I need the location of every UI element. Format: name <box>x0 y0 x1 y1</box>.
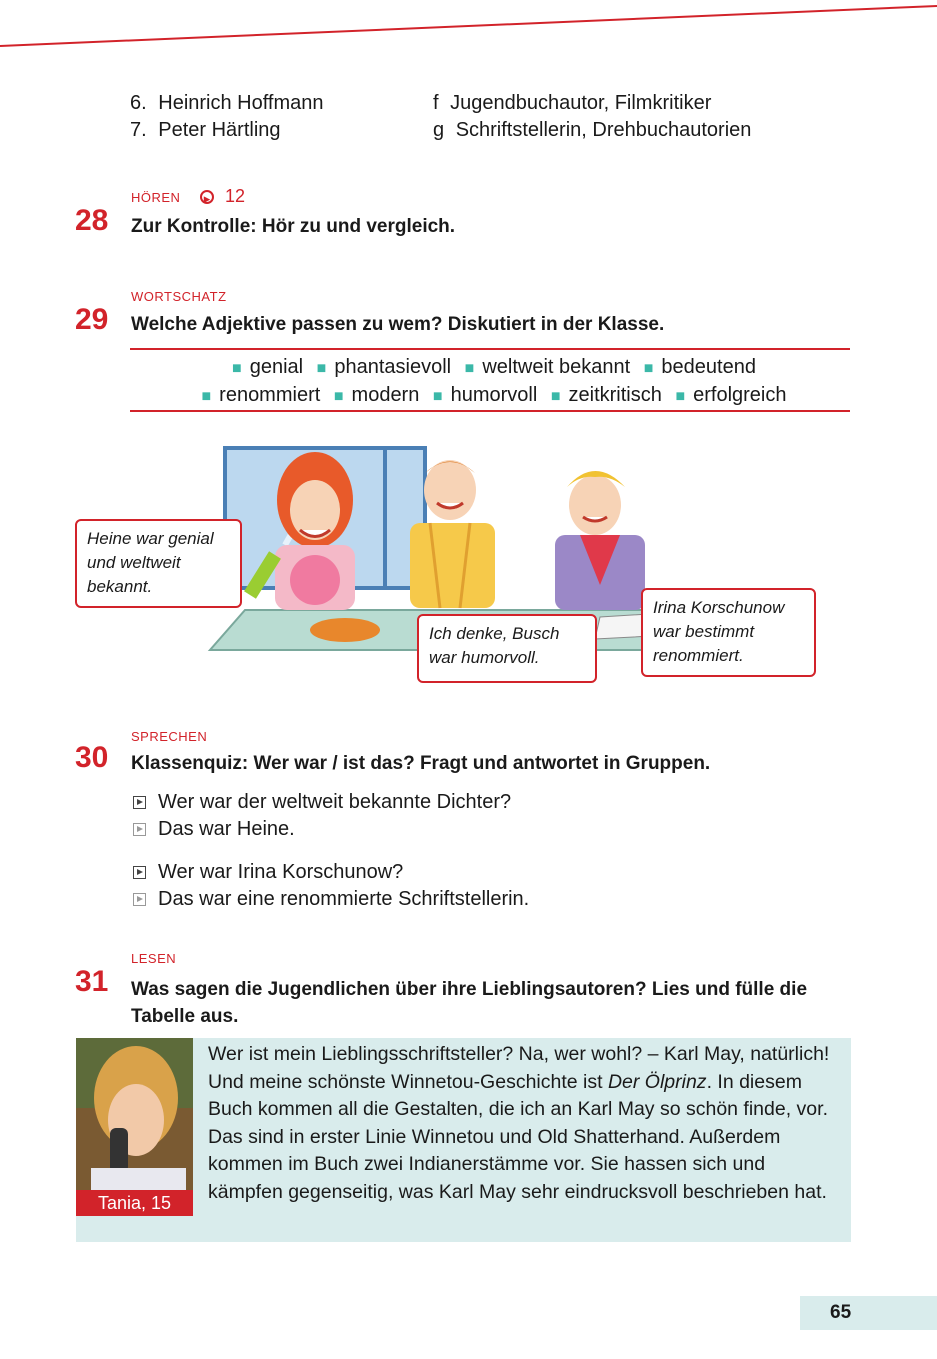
word: modern <box>351 384 420 406</box>
audio-play-icon: ▸ <box>200 190 214 204</box>
bullet-icon: ■ <box>643 360 654 377</box>
exercise-number: 31 <box>75 965 109 998</box>
word: bedeutend <box>661 356 756 378</box>
play-icon <box>133 893 146 906</box>
exercise-number: 29 <box>75 303 109 336</box>
word: zeitkritisch <box>568 384 662 406</box>
speech-bubble-1: Heine war genial und weltweit bekannt. <box>75 519 242 608</box>
speech-bubble-2: Ich denke, Busch war humorvoll. <box>417 614 597 683</box>
text-part: Wer ist mein Lieblingsschriftsteller? Na, wer wohl? – Karl May, natürlich! Und meine schönste Winnetou-Geschichte ist <box>208 1043 830 1093</box>
skill-tag-lesen: LESEN <box>131 951 177 966</box>
item-number: 6. <box>130 92 147 114</box>
dialog-question: Wer war der weltweit bekannte Dichter? <box>158 791 512 813</box>
exercise-number: 28 <box>75 204 109 237</box>
dialog-answer: Das war Heine. <box>158 818 295 840</box>
item-number: 7. <box>130 119 147 141</box>
option-description: Schriftstellerin, Drehbuchautorien <box>455 119 752 141</box>
word: erfolgreich <box>693 384 787 406</box>
top-rule <box>0 0 937 60</box>
skill-tag-wortschatz: WORTSCHATZ <box>131 289 227 304</box>
dialog-line <box>133 791 511 814</box>
word: phantasievoll <box>334 356 452 378</box>
dialog-question: Wer war Irina Korschunow? <box>158 861 404 883</box>
option-letter: f <box>433 92 439 114</box>
bullet-icon: ■ <box>316 360 327 377</box>
exercise-task: Klassenquiz: Wer war / ist das? Fragt und antwortet in Gruppen. <box>131 753 711 774</box>
bullet-icon: ■ <box>201 388 212 405</box>
matching-row-7 <box>130 119 281 142</box>
play-icon <box>133 866 146 879</box>
word: genial <box>249 356 304 378</box>
word-box-line-1 <box>130 354 850 382</box>
speech-bubble-3: Irina Korschunow war bestimmt renommiert. <box>641 588 816 677</box>
word-box <box>130 348 850 412</box>
dialog-line <box>133 818 295 841</box>
word-box-line-2 <box>130 382 850 410</box>
task-line: Tabelle aus. <box>131 1006 239 1027</box>
track-number: 12 <box>225 186 246 206</box>
bullet-icon: ■ <box>550 388 561 405</box>
option-description: Jugendbuchautor, Filmkritiker <box>450 92 712 114</box>
word: weltweit bekannt <box>482 356 631 378</box>
photo-caption: Tania, 15 <box>76 1190 193 1216</box>
word: humorvoll <box>450 384 538 406</box>
author-name: Heinrich Hoffmann <box>158 92 324 114</box>
skill-tag-sprechen: SPRECHEN <box>131 729 208 744</box>
reading-text <box>208 1041 838 1206</box>
text-part: . In diesem Buch kommen all die Gestalten, die ich an Karl May so schön finde, vor. Das sind in erster Linie Winnetou und Old Shatterhand. Außerdem kommen im Buch zwei Indianerstämme vor. Sie hassen sich und kämpfen gegenseitig, was Karl May sehr eindrucksvoll beschrieben hat. <box>208 1070 828 1203</box>
skill-tag-hoeren: HÖREN <box>131 190 181 205</box>
book-title: Der Ölprinz <box>607 1070 707 1093</box>
dialog-answer: Das war eine renommierte Schriftstellerin. <box>158 888 530 910</box>
play-icon <box>133 823 146 836</box>
author-name: Peter Härtling <box>158 119 281 141</box>
exercise-task: Welche Adjektive passen zu wem? Diskutiert in der Klasse. <box>131 314 665 335</box>
dialog-line <box>133 861 403 884</box>
exercise-task: Zur Kontrolle: Hör zu und vergleich. <box>131 216 456 237</box>
bullet-icon: ■ <box>232 360 242 377</box>
task-line: Was sagen die Jugendlichen über ihre Lieblingsautoren? Lies und fülle die <box>131 979 808 1000</box>
dialog-line <box>133 888 529 911</box>
bullet-icon: ■ <box>333 388 344 405</box>
matching-option-f <box>433 92 711 115</box>
bullet-icon: ■ <box>432 388 443 405</box>
bullet-icon: ■ <box>464 360 475 377</box>
matching-option-g <box>433 119 751 142</box>
option-letter: g <box>433 119 445 141</box>
bullet-icon: ■ <box>675 388 686 405</box>
word: renommiert <box>219 384 321 406</box>
audio-track[interactable] <box>200 186 245 207</box>
exercise-task <box>131 976 851 1030</box>
play-icon <box>133 796 146 809</box>
exercise-number: 30 <box>75 741 109 774</box>
page-number: 65 <box>800 1296 937 1330</box>
matching-row-6 <box>130 92 324 115</box>
